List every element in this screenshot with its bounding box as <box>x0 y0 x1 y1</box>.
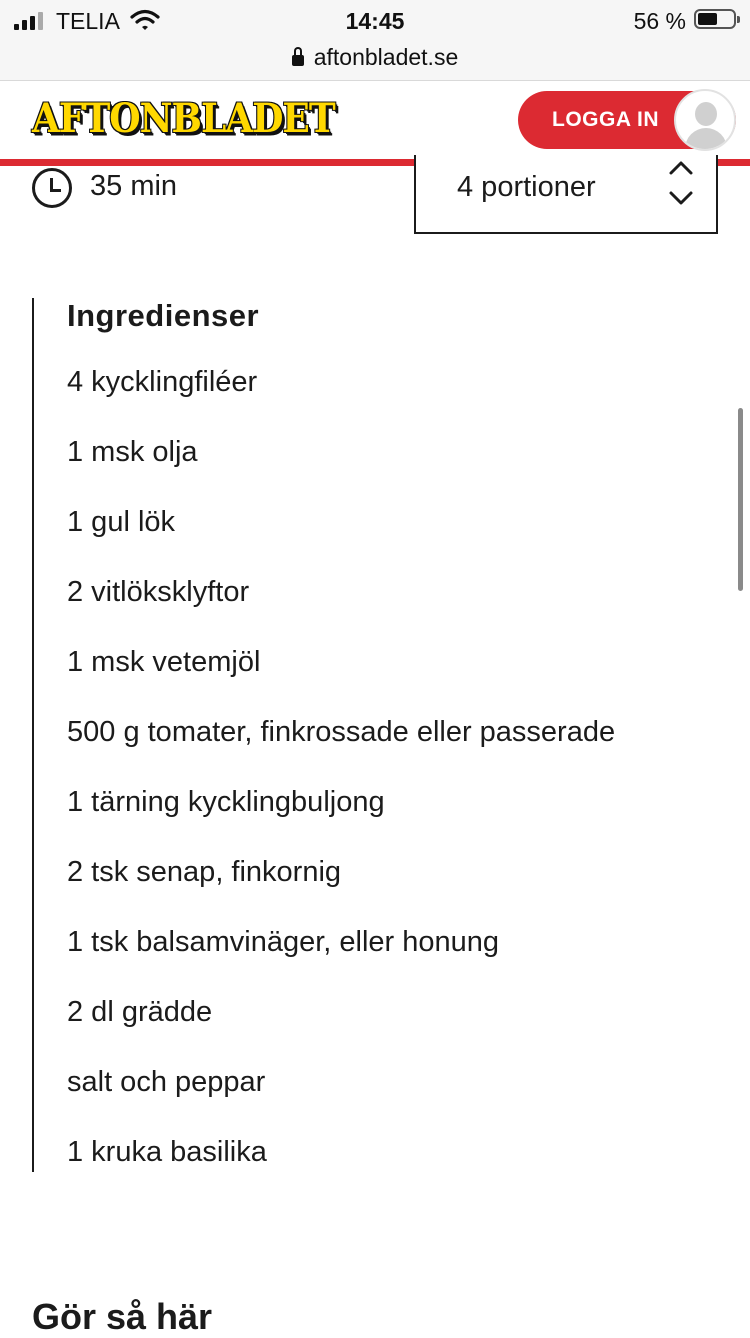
ingredient-item: 1 tsk balsamvinäger, eller honung <box>67 926 500 958</box>
address-bar[interactable] <box>0 42 750 81</box>
site-header <box>0 81 750 159</box>
ingredient-item: 1 kruka basilika <box>67 1136 267 1168</box>
ingredient-item: 2 vitlöksklyftor <box>67 576 250 608</box>
login-button-label: LOGGA IN <box>552 108 660 131</box>
chevron-down-icon[interactable] <box>668 189 694 207</box>
ingredient-item: 4 kycklingfiléer <box>67 366 258 398</box>
ingredient-item: 500 g tomater, finkrossade eller passerade <box>67 716 616 748</box>
portions-selector[interactable] <box>414 155 718 234</box>
login-button[interactable] <box>518 91 736 149</box>
lock-icon <box>292 55 304 66</box>
clock-icon <box>32 168 72 208</box>
ingredients-section <box>32 298 724 1172</box>
url-display[interactable] <box>0 44 750 71</box>
aftonbladet-logo[interactable]: AFTONBLADET <box>32 95 335 143</box>
chevron-up-icon[interactable] <box>668 159 694 177</box>
ingredient-item: 1 gul lök <box>67 506 176 538</box>
scrollbar[interactable] <box>738 408 743 591</box>
battery-icon <box>694 9 736 29</box>
carrier-name: TELIA <box>56 8 120 34</box>
ingredient-item: 1 tärning kycklingbuljong <box>67 786 385 818</box>
ingredient-item: 2 dl grädde <box>67 996 213 1028</box>
ingredient-item: salt och peppar <box>67 1066 266 1098</box>
portions-value: 4 portioner <box>457 171 596 203</box>
ingredient-item: 2 tsk senap, finkornig <box>67 856 342 888</box>
avatar-icon <box>674 89 736 151</box>
status-time: 14:45 <box>345 8 405 34</box>
status-bar <box>0 0 750 42</box>
ingredient-item: 1 msk olja <box>67 436 198 468</box>
ingredients-heading: Ingredienser <box>67 298 260 333</box>
url-text: aftonbladet.se <box>313 44 459 70</box>
ingredient-item: 1 msk vetemjöl <box>67 646 261 678</box>
ingredients-list <box>67 364 615 1204</box>
cooking-time-value: 35 min <box>90 170 178 202</box>
battery-percentage: 56 % <box>633 8 686 34</box>
instructions-heading: Gör så här <box>32 1296 213 1337</box>
